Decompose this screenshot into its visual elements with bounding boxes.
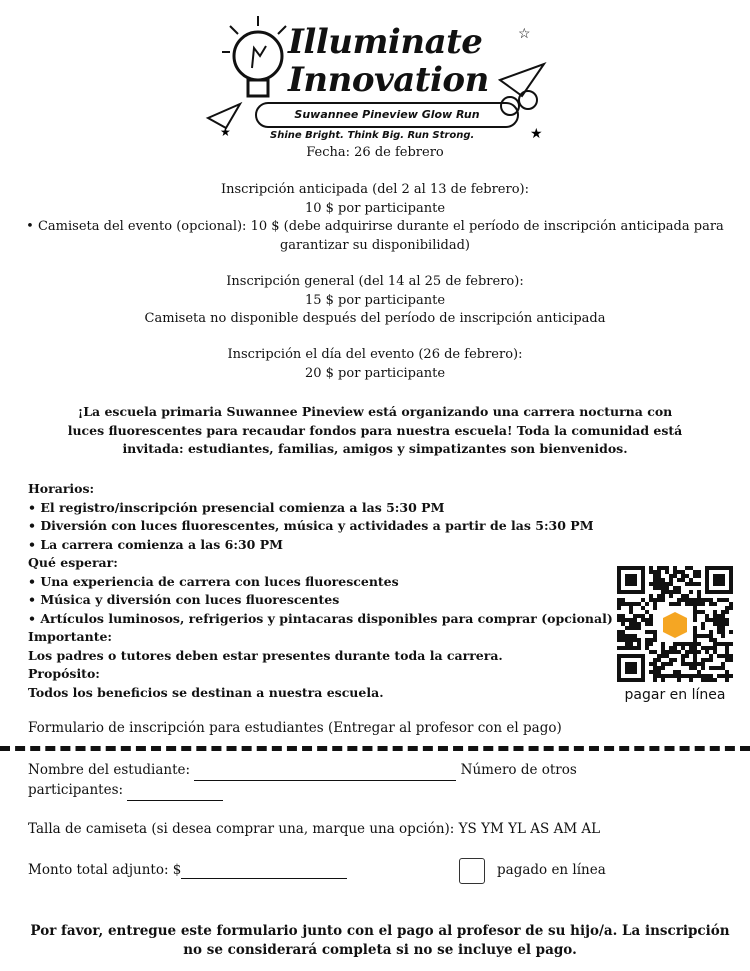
student-name-label: Nombre del estudiante:	[28, 762, 191, 778]
svg-text:★: ★	[530, 126, 543, 142]
logo-title-1: Illuminate	[288, 22, 483, 62]
others-count-field[interactable]	[127, 781, 223, 801]
dayof-title: Inscripción el día del evento (26 de febrero):	[227, 347, 523, 362]
dayof-registration	[0, 346, 750, 383]
shirt-size-label: Talla de camiseta (si desea comprar una, marque una opción): YS YM YL AS AM AL	[28, 821, 601, 837]
logo-tagline: Shine Bright. Think Big. Run Strong.	[270, 130, 475, 141]
amount-label: Monto total adjunto: $	[28, 862, 182, 878]
paid-online-checkbox[interactable]	[459, 858, 485, 884]
student-row	[28, 761, 628, 801]
paid-online-label: pagado en línea	[497, 862, 606, 878]
early-shirt: • Camiseta del evento (opcional): 10 $ (debe adquirirse durante el período de inscripción anticipada para garantizar su disponibilidad)	[26, 219, 724, 253]
schedule-list	[28, 480, 613, 702]
schedule-line: • El registro/inscripción presencial comienza a las 5:30 PM	[28, 499, 445, 515]
early-title: Inscripción anticipada (del 2 al 13 de febrero):	[220, 182, 529, 197]
payment-qr-code[interactable]	[617, 566, 733, 682]
schedule-line: Todos los beneficios se destinan a nuestra escuela.	[28, 684, 384, 700]
amount-field[interactable]	[181, 862, 347, 879]
early-registration	[0, 181, 750, 255]
qr-label: pagar en línea	[624, 687, 726, 703]
schedule-line: • La carrera comienza a las 6:30 PM	[28, 536, 283, 552]
logo-title-2: Innovation	[288, 60, 489, 100]
student-name-field[interactable]	[194, 761, 456, 781]
svg-text:☆: ☆	[518, 26, 531, 42]
event-logo	[200, 8, 550, 143]
schedule-line: • Artículos luminosos, refrigerios y pintacaras disponibles para comprar (opcional)	[28, 610, 613, 626]
schedule-line: Horarios:	[28, 481, 95, 496]
schedule-line: Propósito:	[28, 666, 100, 681]
logo-subtitle: Suwannee Pineview Glow Run	[255, 102, 519, 128]
general-note: Camiseta no disponible después del período de inscripción anticipada	[144, 311, 606, 326]
form-heading: Formulario de inscripción para estudiantes (Entregar al profesor con el pago)	[28, 720, 562, 736]
event-date: Fecha: 26 de febrero	[306, 145, 444, 160]
general-title: Inscripción general (del 14 al 25 de febrero):	[226, 274, 524, 289]
svg-text:★: ★	[220, 125, 231, 139]
schedule-line: • Una experiencia de carrera con luces fluorescentes	[28, 573, 399, 589]
schedule-line: Qué esperar:	[28, 555, 118, 570]
footer-note: Por favor, entregue este formulario junto con el pago al profesor de su hijo/a. La inscripción no se considerará completa si no se incluye el pago.	[30, 923, 730, 958]
dayof-price: 20 $ por participante	[304, 365, 446, 381]
qr-modules	[617, 566, 733, 682]
general-price: 15 $ por participante	[304, 292, 446, 308]
schedule-line: • Diversión con luces fluorescentes, música y actividades a partir de las 5:30 PM	[28, 518, 594, 533]
cut-line	[0, 746, 750, 751]
schedule-line: • Música y diversión con luces fluorescentes	[28, 592, 340, 607]
schedule-line: Los padres o tutores deben estar presentes durante toda la carrera.	[28, 647, 503, 663]
early-price: 10 $ por participante	[304, 200, 446, 216]
schedule-line: Importante:	[28, 629, 113, 644]
amount-row	[28, 862, 347, 879]
intro-text: ¡La escuela primaria Suwannee Pineview está organizando una carrera nocturna con luces fluorescentes para recaudar fondos para nuestra escuela! Toda la comunidad está invitada: estudiantes, familias, amigos y simpatizantes son bienvenidos.	[67, 404, 683, 456]
others-label: Número de otros participantes:	[28, 762, 577, 798]
general-registration	[0, 273, 750, 329]
